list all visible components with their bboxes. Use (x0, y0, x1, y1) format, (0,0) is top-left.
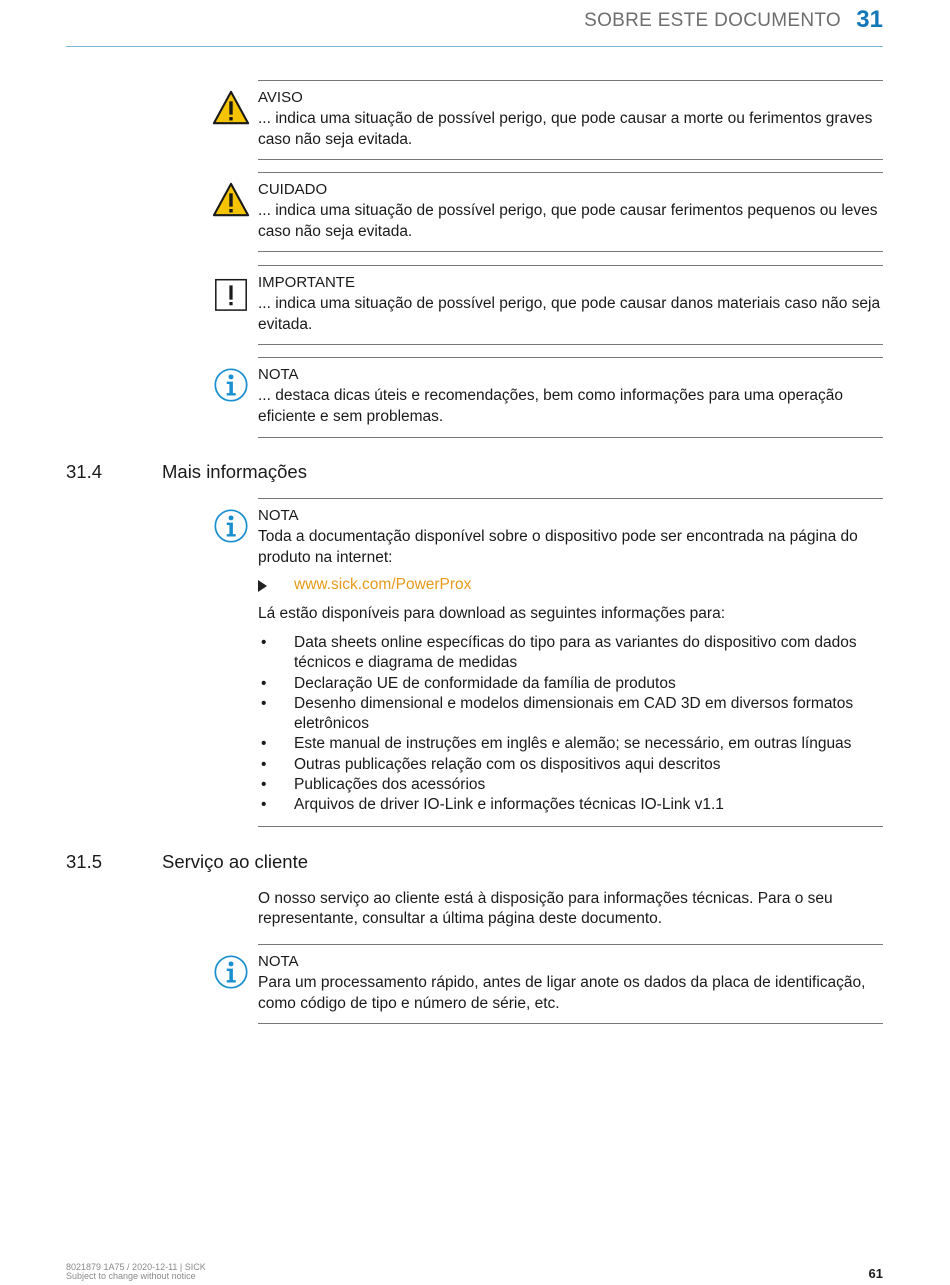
list-item: • Outras publicações relação com os dispositivos aqui descritos (258, 755, 883, 775)
list-item: • Declaração UE de conformidade da família de produtos (258, 674, 883, 694)
divider (258, 826, 883, 827)
section-number: 31.5 (66, 851, 103, 872)
note-customer-service (258, 944, 883, 1024)
list-item: • Publicações dos acessórios (258, 775, 883, 795)
info-circle-icon (212, 507, 250, 545)
notice-label: NOTA (258, 366, 299, 383)
notice-label: NOTA (258, 953, 299, 970)
notice-warning (258, 80, 883, 160)
download-list (258, 633, 883, 816)
section-title: Serviço ao cliente (162, 851, 309, 872)
arrow-right-icon (258, 580, 267, 592)
notice-label: IMPORTANTE (258, 274, 355, 291)
chapter-number: 31 (856, 6, 883, 33)
info-circle-icon (212, 366, 250, 404)
notice-text: ... destaca dicas úteis e recomendações, bem como informações para uma operação eficiente e sem problemas. (258, 387, 844, 425)
notice-note (258, 357, 883, 438)
warning-triangle-icon (212, 89, 250, 127)
download-intro: Lá estão disponíveis para download as seguintes informações para: (258, 605, 726, 622)
notice-text: Para um processamento rápido, antes de ligar anote os dados da placa de identificação, como código de tipo e número de série, etc. (258, 974, 866, 1012)
notice-text: Toda a documentação disponível sobre o dispositivo pode ser encontrada na página do produto na internet: (258, 528, 858, 566)
notice-caution (258, 172, 883, 252)
exclamation-box-icon (212, 274, 250, 312)
section-title: Mais informações (162, 461, 307, 482)
notice-label: CUIDADO (258, 181, 328, 198)
document-id: 8021879 1A75 / 2020-12-11 | SICK (66, 1262, 206, 1272)
change-notice: Subject to change without notice (66, 1271, 196, 1281)
notice-text: ... indica uma situação de possível perigo, que pode causar a morte ou ferimentos graves caso não seja evitada. (258, 110, 873, 148)
section-number: 31.4 (66, 461, 103, 482)
page-number: 61 (868, 1266, 883, 1281)
list-item: • Desenho dimensional e modelos dimensionais em CAD 3D em diversos formatos eletrônicos (258, 694, 883, 735)
info-circle-icon (212, 953, 250, 991)
notice-text: ... indica uma situação de possível perigo, que pode causar ferimentos pequenos ou leves caso não seja evitada. (258, 202, 878, 240)
header-title: SOBRE ESTE DOCUMENTO (584, 10, 841, 31)
powerprox-link[interactable]: www.sick.com/PowerProx (294, 576, 472, 593)
customer-service-text: O nosso serviço ao cliente está à disposição para informações técnicas. Para o seu representante, consultar a última página deste documento. (258, 890, 833, 927)
warning-triangle-icon (212, 181, 250, 219)
notice-important (258, 265, 883, 345)
list-item: • Este manual de instruções em inglês e alemão; se necessário, em outras línguas (258, 734, 883, 754)
list-item: • Arquivos de driver IO-Link e informações técnicas IO-Link v1.1 (258, 795, 883, 815)
page-header (66, 0, 883, 47)
note-more-info (258, 498, 883, 569)
notice-label: AVISO (258, 89, 303, 106)
page-footer (66, 1263, 206, 1281)
notice-text: ... indica uma situação de possível perigo, que pode causar danos materiais caso não seja evitada. (258, 295, 881, 333)
list-item: • Data sheets online específicas do tipo para as variantes do dispositivo com dados técnicos e diagrama de medidas (258, 633, 883, 674)
notice-label: NOTA (258, 507, 299, 524)
